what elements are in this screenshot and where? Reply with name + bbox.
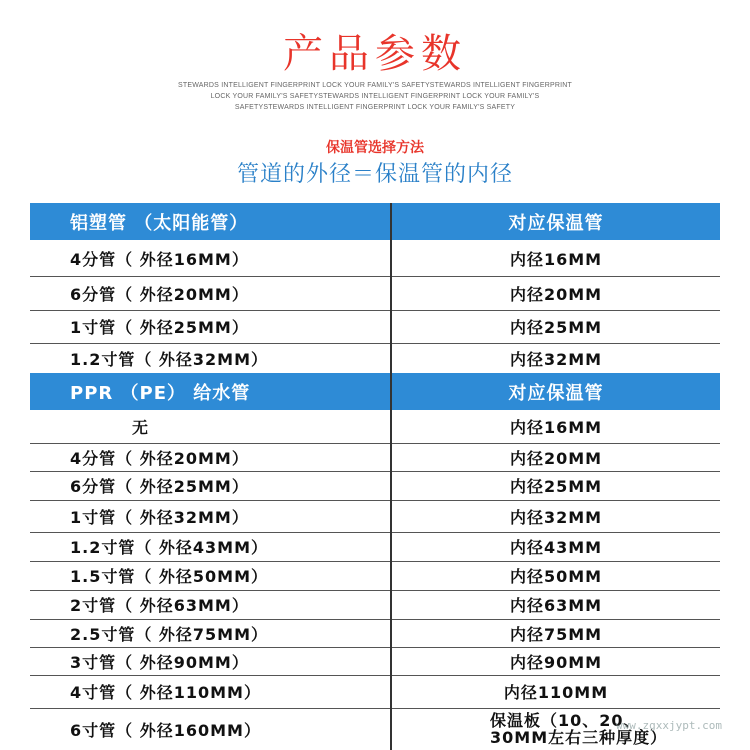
header-cell-pipe-type: PPR （PE） 给水管 <box>70 382 251 404</box>
table-row <box>30 647 720 676</box>
insulation-spec-cell: 内径20MM <box>509 448 603 468</box>
insulation-spec-cell: 内径32MM <box>509 349 603 369</box>
pipe-spec-cell: 4寸管（ 外径110MM） <box>70 683 261 702</box>
insulation-spec-cell: 内径20MM <box>509 284 603 304</box>
pipe-spec-cell: 2寸管（ 外径63MM） <box>70 596 249 615</box>
insulation-spec-cell: 内径110MM <box>503 683 609 702</box>
pipe-spec-cell: 1.2寸管（ 外径43MM） <box>70 538 269 557</box>
pipe-spec-cell: 6分管（ 外径20MM） <box>70 284 249 304</box>
table-row <box>30 310 720 344</box>
tagline-line: SAFETYSTEWARDS INTELLIGENT FINGERPRINT LOCK YOUR FAMILY'S SAFETY <box>234 104 516 111</box>
pipe-spec-cell: 1寸管（ 外径32MM） <box>70 507 249 527</box>
pipe-spec-cell: 1.5寸管（ 外径50MM） <box>70 567 269 586</box>
header-cell-insulation: 对应保温管 <box>508 212 604 234</box>
pipe-spec-cell: 1.2寸管（ 外径32MM） <box>70 349 269 369</box>
insulation-spec-cell: 内径63MM <box>509 596 603 615</box>
pipe-spec-cell: 4分管（ 外径20MM） <box>70 448 249 468</box>
table-row <box>30 443 720 472</box>
table-row <box>30 561 720 591</box>
insulation-board-line: 30MM左右三种厚度） <box>490 728 668 747</box>
table-row <box>30 410 720 444</box>
pipe-spec-cell: 3寸管（ 外径90MM） <box>70 652 249 672</box>
method-label: 保温管选择方法 <box>326 140 424 156</box>
table-row <box>30 343 720 374</box>
table-row <box>30 240 720 277</box>
tagline-line: STEWARDS INTELLIGENT FINGERPRINT LOCK YOUR FAMILY'S SAFETYSTEWARDS INTELLIGENT FINGERPRINT <box>178 82 572 89</box>
header-cell-pipe-type: 铝塑管 （太阳能管） <box>70 212 249 234</box>
pipe-spec-cell: 6寸管（ 外径160MM） <box>70 720 261 740</box>
table-row <box>30 500 720 533</box>
insulation-spec-cell: 内径25MM <box>509 318 603 337</box>
page-title: 产品参数 <box>283 31 467 77</box>
insulation-spec-cell: 内径25MM <box>509 477 603 496</box>
insulation-spec-cell: 内径75MM <box>509 624 603 644</box>
header-cell-insulation: 对应保温管 <box>508 382 604 404</box>
pipe-spec-cell: 无 <box>132 418 150 437</box>
tagline-line: LOCK YOUR FAMILY'S SAFETYSTEWARDS INTELLIGENT FINGERPRINT LOCK YOUR FAMILY'S <box>210 93 540 100</box>
table-row <box>30 590 720 620</box>
table-header-row <box>30 203 720 240</box>
insulation-spec-cell: 内径16MM <box>509 249 603 269</box>
pipe-spec-cell: 6分管（ 外径25MM） <box>70 477 249 496</box>
table-row <box>30 276 720 311</box>
table-row <box>30 619 720 648</box>
sizing-formula: 管道的外径＝保温管的内径 <box>236 162 513 187</box>
table-header-row <box>30 373 720 410</box>
insulation-spec-cell: 内径32MM <box>509 507 603 527</box>
insulation-spec-cell: 内径16MM <box>509 418 603 437</box>
pipe-spec-cell: 4分管（ 外径16MM） <box>70 249 249 269</box>
table-row <box>30 532 720 562</box>
pipe-spec-cell: 1寸管（ 外径25MM） <box>70 318 249 337</box>
watermark: www.zgxxjypt.com <box>616 719 722 732</box>
table-row <box>30 675 720 709</box>
table-row <box>30 471 720 501</box>
column-divider <box>390 203 392 750</box>
insulation-spec-cell: 内径90MM <box>509 652 603 672</box>
insulation-spec-cell: 内径50MM <box>509 567 603 586</box>
pipe-spec-cell: 2.5寸管（ 外径75MM） <box>70 624 269 644</box>
insulation-spec-cell: 内径43MM <box>509 538 603 557</box>
insulation-board-line: 保温板（10、20、 <box>490 711 641 730</box>
english-tagline <box>130 80 620 113</box>
